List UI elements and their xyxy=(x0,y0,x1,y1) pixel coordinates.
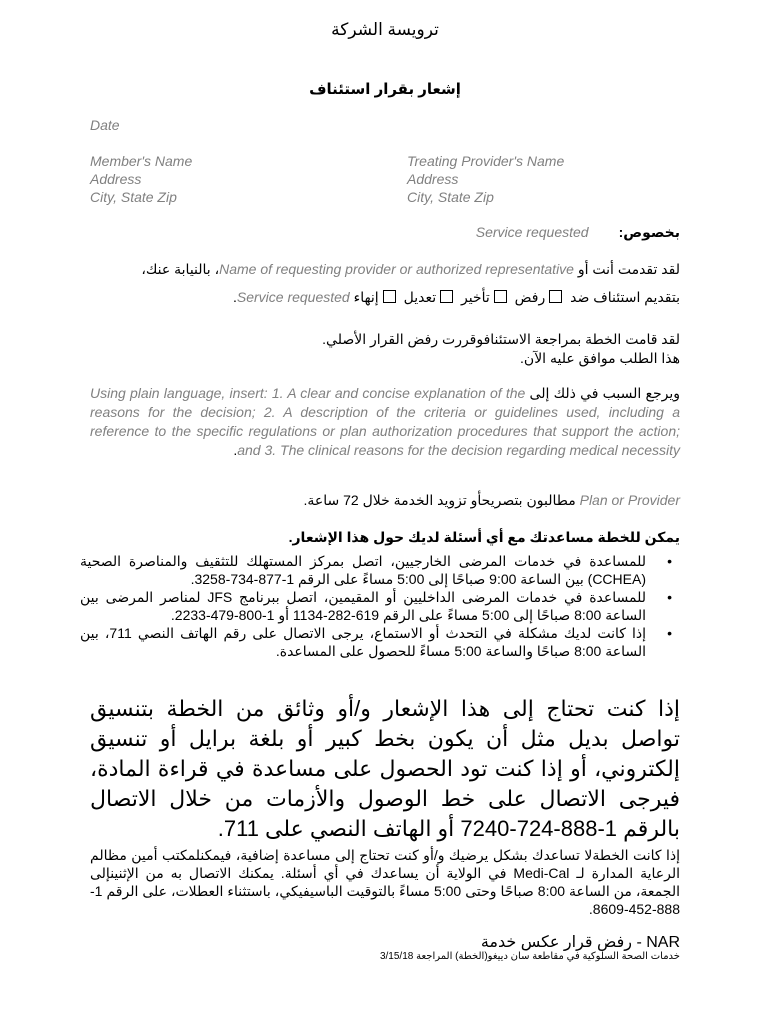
regarding-label: بخصوص: xyxy=(618,224,680,240)
appeal-line2-prefix: بتقديم استئناف ضد xyxy=(570,289,680,305)
service-placeholder: Service requested xyxy=(236,289,350,305)
modify-option: تعديل xyxy=(403,289,437,305)
ombudsman-paragraph: إذا كانت الخطةلا تساعدك بشكل يرضيك و/أو كنت تحتاج إلى مساعدة إضافية، فيمكنلمكتب أمين مظالم الرعاية المدارة لـ Medi-Cal في الولاية أن يساعدك في أي أسئلة. يمكنك الاتصال به من الإثنينإلى الجمعة، من الساعة 8:00 صباحًا وحتى 5:00 مساءً بالتوقيت الباسيفيكي، باستثناء العطلات، على الرقم 1-888-452-8609. xyxy=(90,847,680,917)
letterhead: ترويسة الشركة xyxy=(331,20,439,39)
member-address: Address xyxy=(90,171,142,187)
reason-prefix: ويرجع السبب في ذلك إلى xyxy=(529,385,680,401)
member-city: City, State Zip xyxy=(90,189,177,205)
date-placeholder: Date xyxy=(90,117,120,133)
bullet-icon: • xyxy=(667,553,672,569)
decision-line2: هذا الطلب موافق عليه الآن. xyxy=(520,350,680,366)
list-item xyxy=(80,624,680,660)
alternate-format-paragraph: إذا كنت تحتاج إلى هذا الإشعار و/أو وثائق من الخطة بتنسيق تواصل بديل مثل أن يكون بخط كبير أو بلغة برايل أو تنسيق إلكتروني، أو إذا كنت تود الحصول على مساعدة في قراءة المادة، فيرجى الاتصال على خط الوصول والأزمات من خلال الاتصال بالرقم 1-888-724-7240 أو الهاتف النصي على 711. xyxy=(90,696,680,841)
member-address-block xyxy=(90,152,192,206)
delay-checkbox[interactable] xyxy=(494,290,507,303)
reason-placeholder: Using plain language, insert: 1. A clear and concise explanation of the reasons for the decision; 2. A description of the criteria or guidelines used, including a reference to the specific regulations or plan authorization procedures that support the action; and 3. The clinical reasons for the decision regarding medical necessity xyxy=(90,385,680,458)
plan-provider-placeholder: Plan or Provider xyxy=(579,492,680,508)
bullet-icon: • xyxy=(667,589,672,605)
requester-placeholder: Name of requesting provider or authorized representative xyxy=(219,261,574,277)
delay-option: تأخير xyxy=(460,289,490,305)
terminate-checkbox[interactable] xyxy=(383,290,396,303)
appeal-paragraph xyxy=(90,260,680,307)
bullet-icon: • xyxy=(667,625,672,641)
appeal-suffix: ، بالنيابة عنك، xyxy=(141,261,220,277)
document-title: إشعار بقرار استئناف xyxy=(309,81,461,98)
authorization-paragraph xyxy=(90,491,680,510)
terminate-option: إنهاء xyxy=(353,289,379,305)
decision-line1: لقد قامت الخطة بمراجعة الاستئنافوقررت رفض القرار الأصلي. xyxy=(322,331,680,347)
regarding-line xyxy=(476,224,680,241)
reason-paragraph xyxy=(90,384,680,460)
authorization-text: مطالبون بتصريحأو تزويد الخدمة خلال 72 ساعة. xyxy=(303,492,576,508)
provider-city: City, State Zip xyxy=(407,189,494,205)
appeal-end: . xyxy=(232,289,237,305)
help-heading: يمكن للخطة مساعدتك مع أي أسئلة لديك حول هذا الإشعار. xyxy=(288,529,680,545)
list-item xyxy=(80,552,680,588)
regarding-service: Service requested xyxy=(475,224,589,240)
denial-option: رفض xyxy=(514,289,546,305)
appeal-prefix: لقد تقدمت أنت أو xyxy=(577,261,680,277)
provider-address-block xyxy=(407,152,564,206)
provider-address: Address xyxy=(407,171,459,187)
footer-title: NAR - رفض قرار عكس خدمة xyxy=(480,934,680,951)
member-name: Member's Name xyxy=(90,153,193,169)
denial-checkbox[interactable] xyxy=(549,290,562,303)
provider-name: Treating Provider's Name xyxy=(407,153,565,169)
list-item xyxy=(80,588,680,624)
help-item-inpatient: للمساعدة في خدمات المرضى الداخليين أو المقيمين، اتصل ببرنامج JFS لمناصر المرضى بين الساعة 8:00 صباحًا إلى 5:00 مساءً على الرقم 619-282-1134 أو 1-800-479-2233. xyxy=(80,589,646,623)
footer-subtitle: خدمات الصحة السلوكية في مقاطعة سان دييغو(الخطة) المراجعة 3/15/18 xyxy=(379,951,680,962)
help-list xyxy=(80,552,680,660)
decision-paragraph xyxy=(90,330,680,368)
reason-end: . xyxy=(233,442,238,458)
help-item-tty: إذا كانت لديك مشكلة في التحدث أو الاستماع، يرجى الاتصال على رقم الهاتف النصي 711، بين الساعة 8:00 صباحًا والساعة 5:00 مساءً للحصول على المساعدة. xyxy=(80,625,647,659)
modify-checkbox[interactable] xyxy=(440,290,453,303)
help-item-outpatient: للمساعدة في خدمات المرضى الخارجيين، اتصل بمركز المستهلك للتثقيف والمناصرة الصحية (CCHEA) بين الساعة 9:00 صباحًا إلى 5:00 مساءً على الرقم 1-877-734-3258. xyxy=(80,553,646,587)
